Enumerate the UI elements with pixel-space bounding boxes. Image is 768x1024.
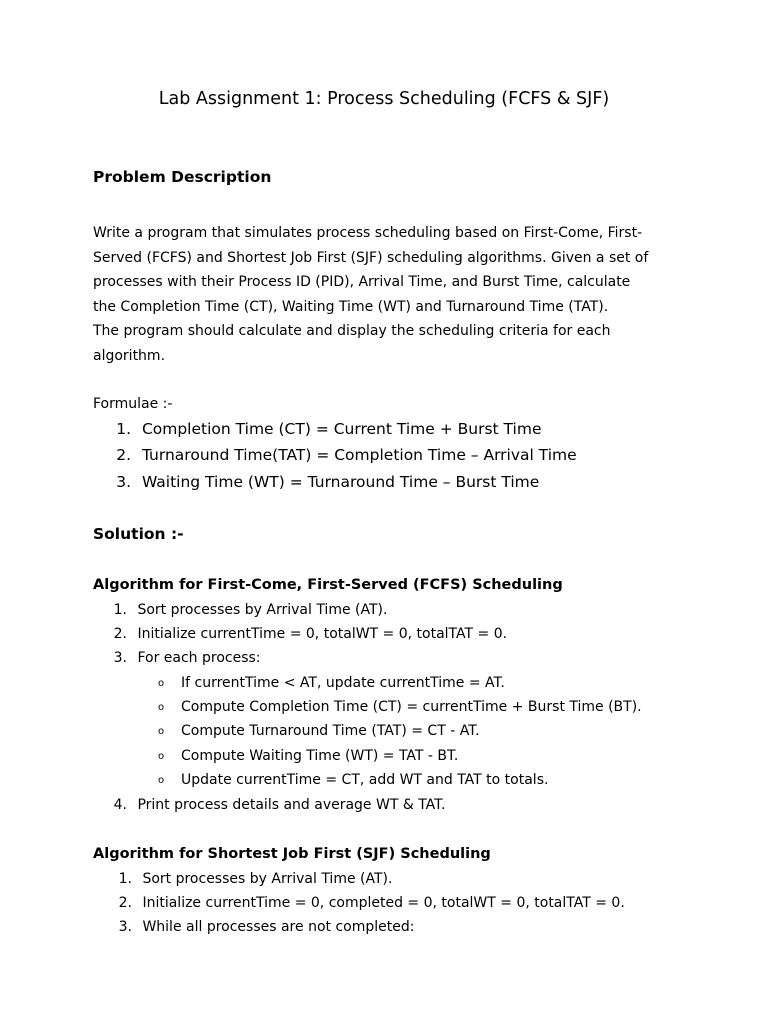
fcfs-heading: Algorithm for First-Come, First-Served (FCFS) Scheduling bbox=[93, 577, 563, 593]
formula-number: 1. bbox=[116, 420, 131, 438]
step-number: 2. bbox=[118, 895, 132, 911]
formula-text: Completion Time (CT) = Current Time + Burst Time bbox=[141, 420, 542, 438]
step-number: 1. bbox=[118, 871, 132, 887]
fcfs-step bbox=[108, 624, 507, 644]
fcfs-substep: Compute Waiting Time (WT) = TAT - BT. bbox=[181, 748, 459, 764]
paragraph-line: The program should calculate and display the scheduling criteria for each bbox=[93, 323, 611, 340]
formula-item bbox=[112, 445, 577, 465]
page-title: Lab Assignment 1: Process Scheduling (FCFS & SJF) bbox=[158, 89, 610, 109]
step-number: 2. bbox=[113, 626, 127, 642]
step-text: For each process: bbox=[137, 650, 261, 666]
formula-item bbox=[112, 472, 539, 492]
paragraph-line: processes with their Process ID (PID), Arrival Time, and Burst Time, calculate bbox=[93, 274, 631, 291]
step-text: While all processes are not completed: bbox=[142, 919, 415, 935]
fcfs-substep: Compute Completion Time (CT) = currentTime + Burst Time (BT). bbox=[181, 699, 642, 715]
fcfs-step bbox=[108, 648, 261, 668]
step-text: Initialize currentTime = 0, totalWT = 0, totalTAT = 0. bbox=[137, 626, 508, 642]
sjf-heading: Algorithm for Shortest Job First (SJF) Scheduling bbox=[93, 846, 491, 862]
step-text: Sort processes by Arrival Time (AT). bbox=[137, 602, 388, 618]
fcfs-substep: Compute Turnaround Time (TAT) = CT - AT. bbox=[181, 723, 480, 739]
sjf-step bbox=[113, 917, 414, 937]
step-number: 1. bbox=[113, 602, 127, 618]
formula-text: Turnaround Time(TAT) = Completion Time – Arrival Time bbox=[141, 446, 577, 464]
bullet-circle-icon: o bbox=[158, 751, 165, 762]
step-number: 4. bbox=[113, 797, 127, 813]
fcfs-step bbox=[108, 600, 387, 620]
paragraph-line: Write a program that simulates process scheduling based on First-Come, First- bbox=[93, 225, 643, 241]
paragraph-line: Served (FCFS) and Shortest Job First (SJF) scheduling algorithms. Given a set of bbox=[93, 249, 649, 266]
bullet-circle-icon: o bbox=[158, 702, 165, 713]
bullet-circle-icon: o bbox=[158, 726, 165, 737]
fcfs-substep: If currentTime < AT, update currentTime = AT. bbox=[181, 675, 505, 691]
problem-description-paragraph bbox=[93, 221, 693, 369]
formula-number: 3. bbox=[116, 473, 131, 491]
fcfs-step bbox=[108, 795, 446, 815]
step-text: Print process details and average WT & TAT. bbox=[137, 797, 446, 813]
paragraph-line: the Completion Time (CT), Waiting Time (WT) and Turnaround Time (TAT). bbox=[93, 298, 609, 315]
bullet-circle-icon: o bbox=[158, 678, 165, 689]
step-number: 3. bbox=[113, 650, 127, 666]
fcfs-substep: Update currentTime = CT, add WT and TAT to totals. bbox=[181, 772, 549, 788]
paragraph-line: algorithm. bbox=[93, 347, 166, 364]
formula-text: Waiting Time (WT) = Turnaround Time – Burst Time bbox=[141, 473, 540, 491]
formula-item bbox=[112, 419, 542, 439]
sjf-step bbox=[113, 869, 392, 889]
step-number: 3. bbox=[118, 919, 132, 935]
step-text: Initialize currentTime = 0, completed = 0, totalWT = 0, totalTAT = 0. bbox=[142, 895, 625, 911]
solution-heading: Solution :- bbox=[93, 525, 184, 543]
formula-number: 2. bbox=[116, 446, 131, 464]
bullet-circle-icon: o bbox=[158, 775, 165, 786]
formulae-label: Formulae :- bbox=[93, 396, 173, 412]
step-text: Sort processes by Arrival Time (AT). bbox=[142, 871, 393, 887]
sjf-step bbox=[113, 893, 625, 913]
problem-description-heading: Problem Description bbox=[93, 168, 272, 186]
